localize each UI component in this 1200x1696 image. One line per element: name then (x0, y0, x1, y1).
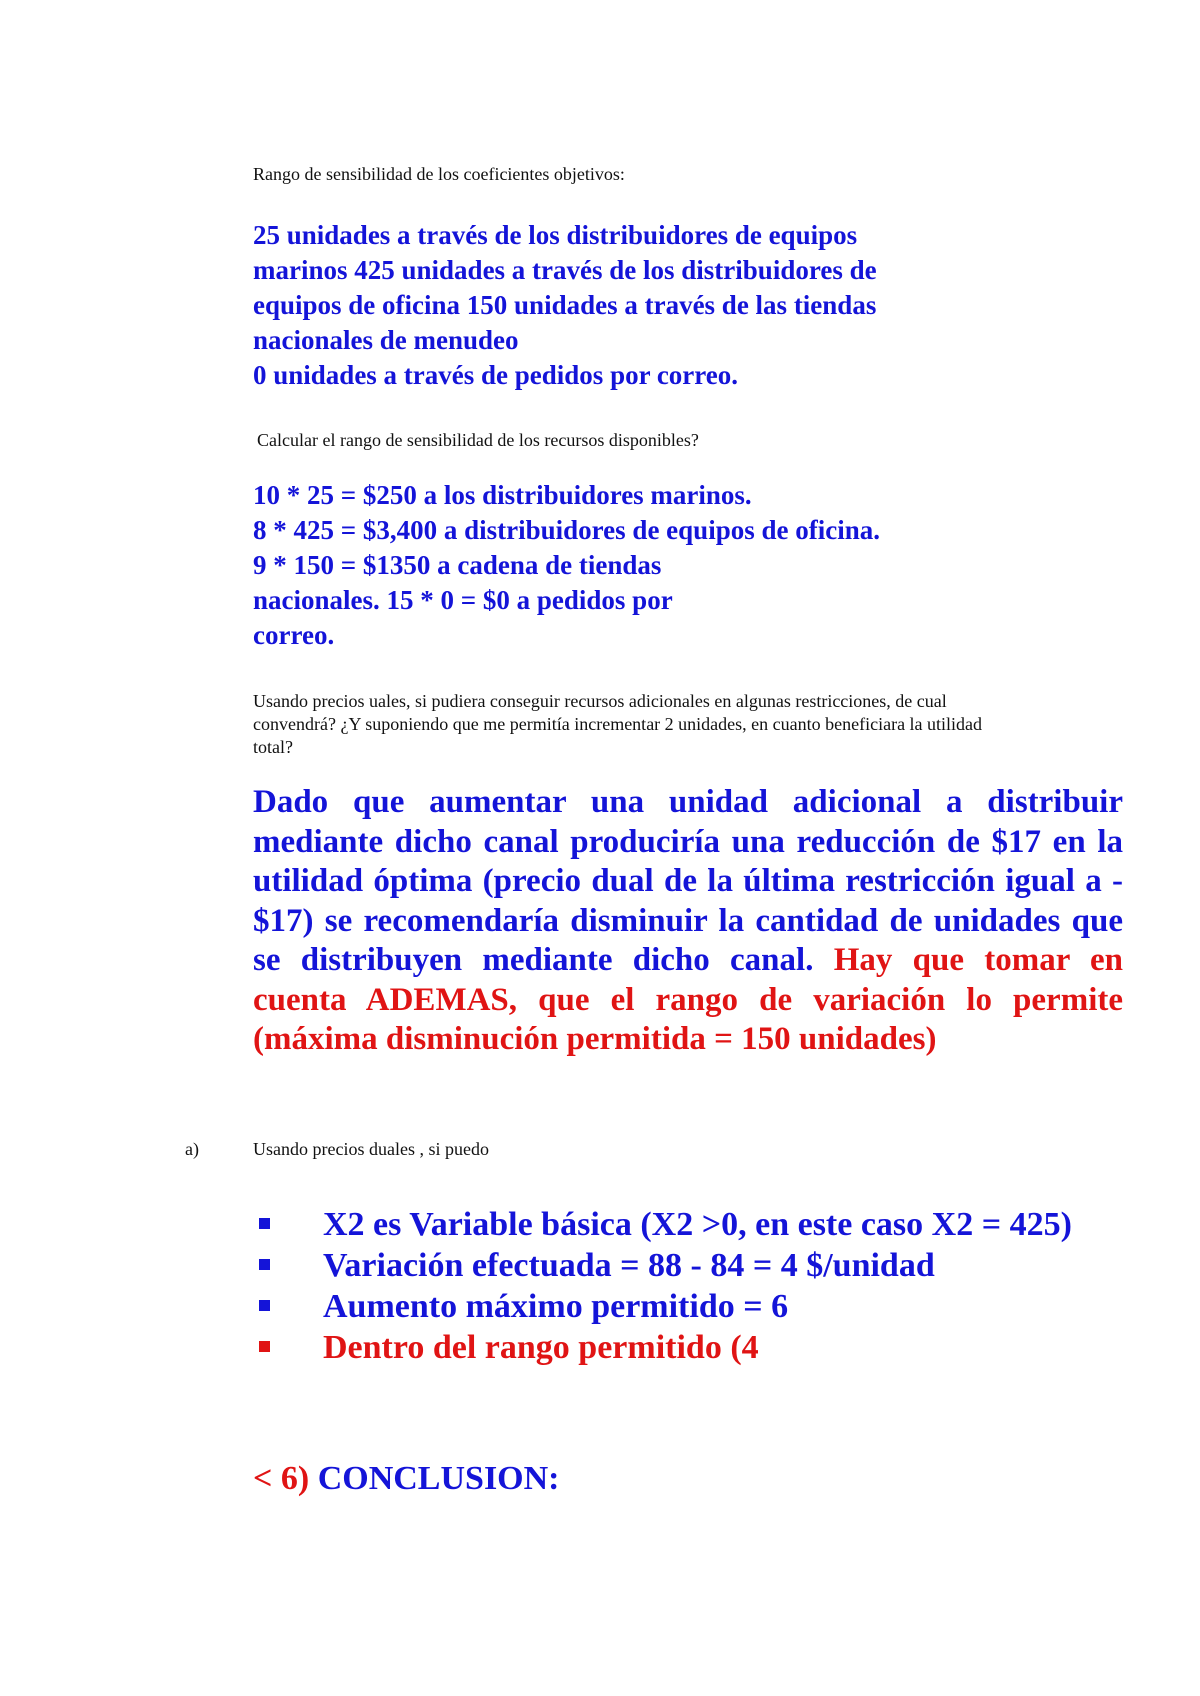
q1-answer-line: 0 unidades a través de pedidos por correo. (253, 360, 739, 390)
q2-answer-line: 8 * 425 = $3,400 a distribuidores de equipos de oficina. (253, 515, 880, 545)
item-a-text: Usando precios duales , si puedo (253, 1139, 489, 1159)
bullet-item (253, 1327, 1133, 1368)
q2-answer-line: 10 * 25 = $250 a los distribuidores marinos. (253, 480, 752, 510)
q1-answer-line: nacionales de menudeo (253, 325, 519, 355)
bullet-list (253, 1204, 1133, 1368)
q3-answer-red: Hay que tomar en cuenta ADEMAS, que el rango de variación lo permite (máxima disminución permitida = 150 unidades) (253, 942, 1123, 1057)
conclusion-red: < 6) (253, 1460, 318, 1497)
bullet-item (253, 1245, 1133, 1286)
bullet-text: Variación efectuada = 88 - 84 = 4 $/unidad (323, 1247, 935, 1284)
q2-answer-line: correo. (253, 620, 335, 650)
q3-question (253, 690, 1153, 759)
q3-question-line: Usando precios uales, si pudiera conseguir recursos adicionales en algunas restricciones, de cual (253, 691, 947, 711)
q1-heading: Rango de sensibilidad de los coeficientes objetivos: (253, 164, 625, 184)
q1-answer (253, 218, 1013, 393)
bullet-item (253, 1286, 1133, 1327)
square-bullet-icon (259, 1259, 270, 1270)
bullet-text: X2 es Variable básica (X2 >0, en este caso X2 = 425) (323, 1206, 1072, 1243)
conclusion (253, 1458, 560, 1499)
q1-answer-line: equipos de oficina 150 unidades a través de las tiendas (253, 290, 877, 320)
q3-question-line: convendrá? ¿Y suponiendo que me permitía incrementar 2 unidades, en cuanto beneficiara la utilidad (253, 714, 983, 734)
q1-answer-line: 25 unidades a través de los distribuidores de equipos (253, 220, 858, 250)
bullet-text: Dentro del rango permitido (4 (323, 1329, 759, 1366)
q3-answer-blue: Dado que aumentar una unidad adicional a distribuir mediante dicho canal produciría una reducción de $17 en la utilidad óptima (precio dual de la última restricción igual a - $17) se recomendaría disminuir la cantidad de unidades que se distribuyen mediante dicho canal. (253, 784, 1123, 978)
bullet-text: Aumento máximo permitido = 6 (323, 1288, 789, 1325)
q3-answer (253, 783, 1123, 1060)
square-bullet-icon (259, 1341, 270, 1352)
q2-answer (253, 478, 1013, 653)
q1-answer-line: marinos 425 unidades a través de los distribuidores de (253, 255, 877, 285)
square-bullet-icon (259, 1300, 270, 1311)
q2-heading: Calcular el rango de sensibilidad de los recursos disponibles? (257, 430, 699, 450)
item-a-label: a) (185, 1139, 199, 1159)
square-bullet-icon (259, 1218, 270, 1229)
q2-answer-line: 9 * 150 = $1350 a cadena de tiendas (253, 550, 662, 580)
q3-question-line: total? (253, 737, 293, 757)
conclusion-blue: CONCLUSION: (317, 1460, 560, 1497)
bullet-item (253, 1204, 1133, 1245)
q2-answer-line: nacionales. 15 * 0 = $0 a pedidos por (253, 585, 673, 615)
